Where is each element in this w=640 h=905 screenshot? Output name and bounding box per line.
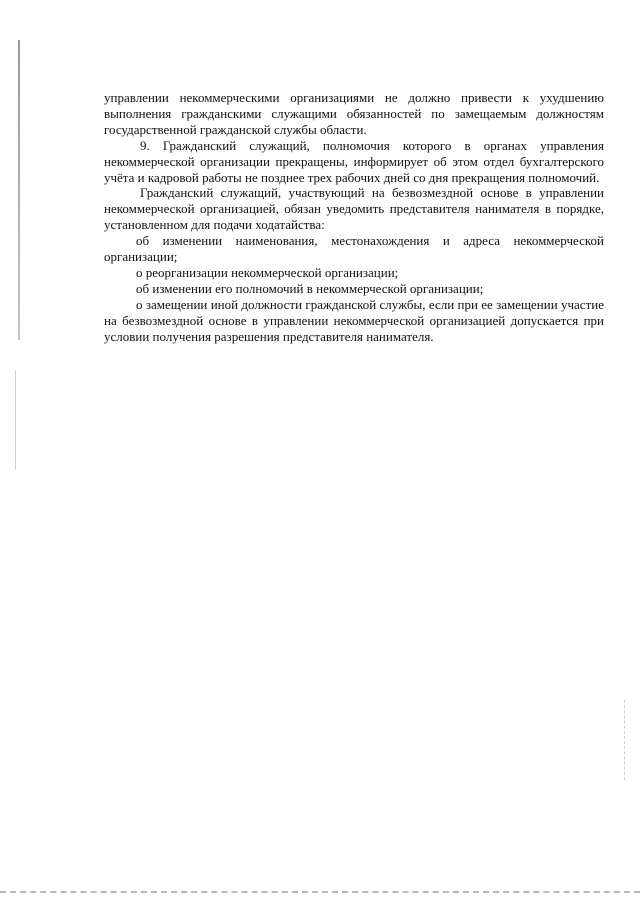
scan-edge-line <box>18 40 20 340</box>
scan-edge-line <box>0 891 640 893</box>
list-item: об изменении наименования, местонахождения и адреса некоммерческой организации; <box>104 233 604 265</box>
paragraph-item-9: 9. Гражданский служащий, полномочия которого в органах управления некоммерческой организации прекращены, информирует об этом отдел бухгалтерского учёта и кадровой работы не позднее трех рабочих дней со дня прекращения полномочий. <box>104 137 604 185</box>
scan-edge-line <box>624 700 626 780</box>
list-item: о замещении иной должности гражданской службы, если при ее замещении участие на безвозмездной основе в управлении некоммерческой организацией допускается при условии получения разрешения представителя нанимателя. <box>104 296 604 344</box>
scan-edge-line <box>15 370 16 470</box>
paragraph-notification: Гражданский служащий, участвующий на безвозмездной основе в управлении некоммерческой организацией, обязан уведомить представителя нанимателя в порядке, установленном для подачи ходатайства: <box>104 185 604 233</box>
list-item: об изменении его полномочий в некоммерческой организации; <box>136 280 484 296</box>
list-item: о реорганизации некоммерческой организации; <box>136 264 399 280</box>
document-body <box>104 90 604 345</box>
paragraph-continuation: управлении некоммерческими организациями не должно привести к ухудшению выполнения гражданскими служащими обязанностей по замещаемым должностям государственной гражданской службы области. <box>104 90 604 137</box>
